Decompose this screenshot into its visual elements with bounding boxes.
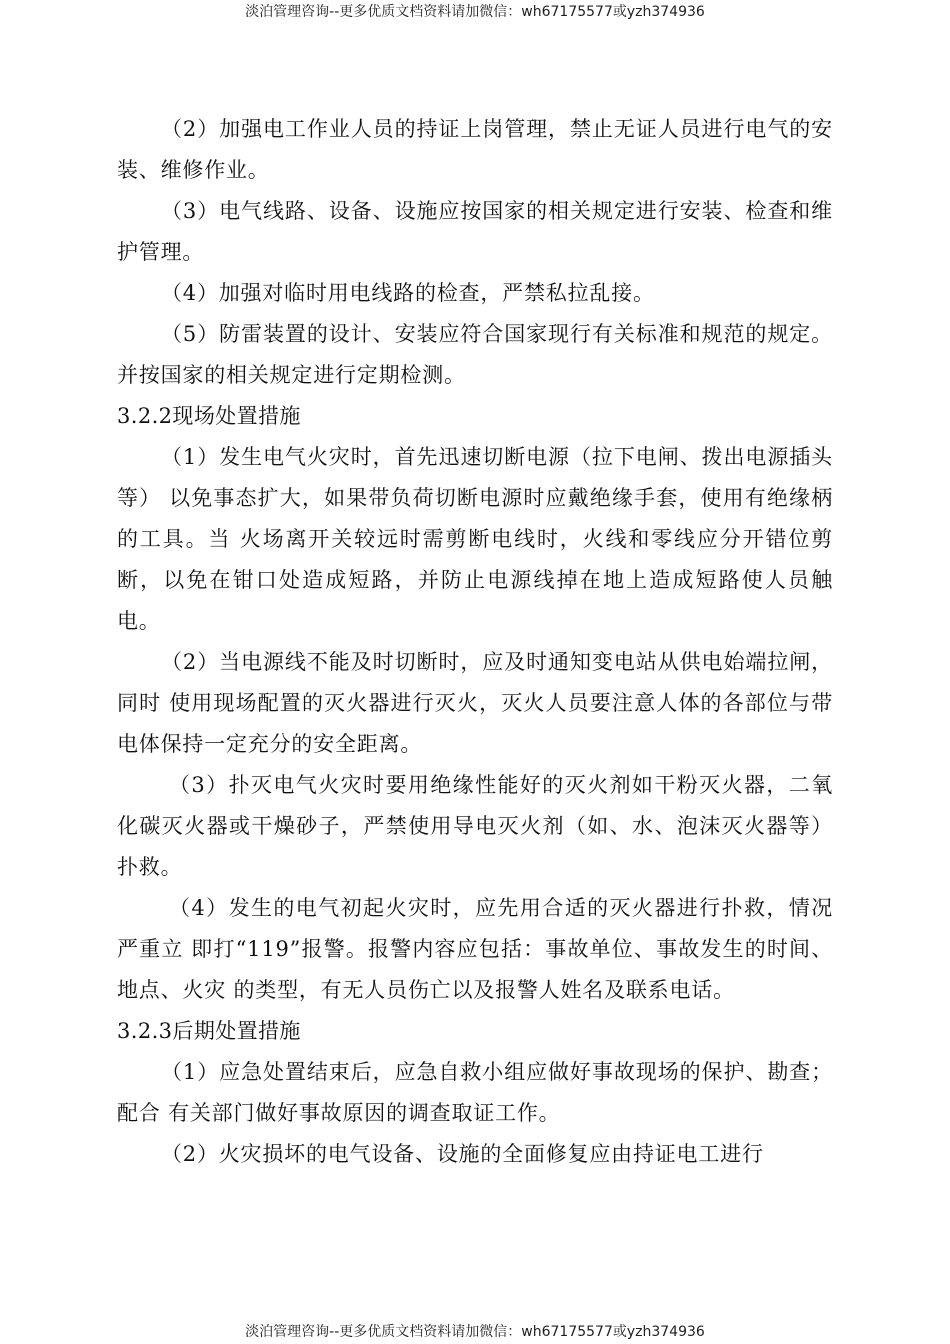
document-body — [117, 109, 833, 1175]
paragraph-post-2: （2）火灾损坏的电气设备、设施的全面修复应由持证电工进行 — [161, 1142, 764, 1166]
section-heading-3-2-3: 3.2.3后期处置措施 — [117, 1019, 301, 1043]
paragraph-onsite-3: （3）扑灭电气火灾时要用绝缘性能好的灭火剂如干粉灭火器，二氧化碳灭火器或干燥砂子，严禁使用导电灭火剂（如、水、泡沫灭火器等）扑救。 — [117, 773, 833, 879]
section-heading-3-2-2: 3.2.2现场处置措施 — [117, 404, 301, 428]
paragraph-prevention-5: （5）防雷装置的设计、安装应符合国家现行有关标准和规范的规定。并按国家的相关规定进行定期检测。 — [117, 322, 833, 387]
paragraph-onsite-4: （4）发生的电气初起火灾时，应先用合适的灭火器进行扑救，情况严重立 即打“119”报警。报警内容应包括：事故单位、事故发生的时间、地点、火灾 的类型，有无人员伤亡以及报警人姓名及联系电话。 — [117, 896, 833, 1002]
paragraph-post-1: （1）应急处置结束后，应急自救小组应做好事故现场的保护、勘查；配合 有关部门做好事故原因的调查取证工作。 — [117, 1060, 833, 1125]
paragraph-prevention-2: （2）加强电工作业人员的持证上岗管理，禁止无证人员进行电气的安装、维修作业。 — [117, 117, 833, 182]
paragraph-onsite-1: （1）发生电气火灾时，首先迅速切断电源（拉下电闸、拨出电源插头等） 以免事态扩大，如果带负荷切断电源时应戴绝缘手套，使用有绝缘柄的工具。当 火场离开关较远时需剪断电线时，火线和零线应分开错位剪断，以免在钳口处造成短路，并防止电源线掉在地上造成短路使人员触电。 — [117, 445, 833, 633]
paragraph-prevention-4: （4）加强对临时用电线路的检查，严禁私拉乱接。 — [161, 281, 655, 305]
header-banner: 淡泊管理咨询--更多优质文档资料请加微信：wh67175577或yzh374936 — [245, 4, 705, 20]
paragraph-prevention-3: （3）电气线路、设备、设施应按国家的相关规定进行安装、检查和维护管理。 — [117, 199, 833, 264]
footer-banner: 淡泊管理咨询--更多优质文档资料请加微信：wh67175577或yzh374936 — [245, 1324, 705, 1340]
paragraph-onsite-2: （2）当电源线不能及时切断时，应及时通知变电站从供电始端拉闸，同时 使用现场配置的灭火器进行灭火，灭火人员要注意人体的各部位与带电体保持一定充分的安全距离。 — [117, 650, 833, 756]
